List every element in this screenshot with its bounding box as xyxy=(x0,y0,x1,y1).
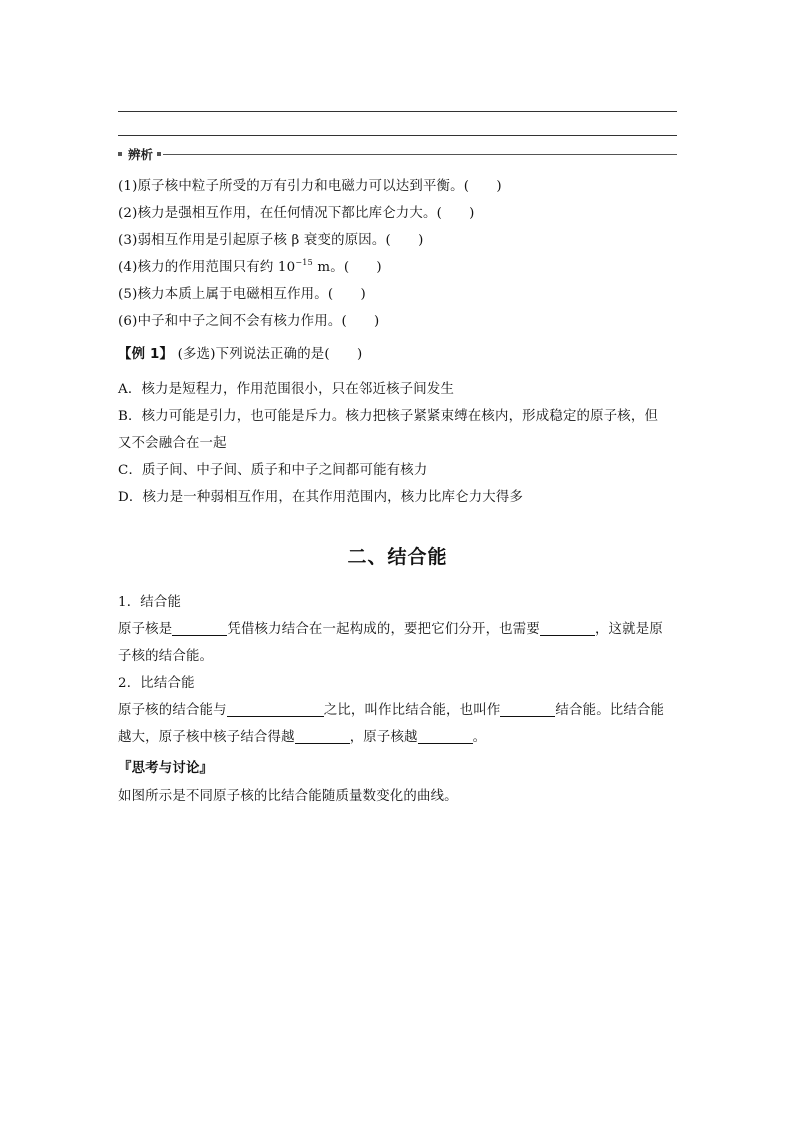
item-text: (6)中子和中子之间不会有核力作用。 xyxy=(118,314,342,329)
answer-parens: ( ) xyxy=(327,287,366,302)
example-question-stem xyxy=(118,345,677,365)
fill-blank[interactable] xyxy=(172,621,227,636)
item-text: (1)原子核中粒子所受的万有引力和电磁力可以达到平衡。 xyxy=(118,179,464,194)
fill-blank[interactable] xyxy=(540,621,595,636)
paragraph-line xyxy=(118,620,677,640)
exponent: −15 xyxy=(295,258,313,267)
paragraph-line xyxy=(118,701,677,721)
answer-line xyxy=(118,111,677,112)
example-tag: 【例 1】 xyxy=(118,347,174,362)
subheading-text: 2．比结合能 xyxy=(118,676,195,691)
option-text: A．核力是短程力，作用范围很小，只在邻近核子间发生 xyxy=(118,382,455,397)
label-text: 『思考与讨论』 xyxy=(118,761,214,776)
item-text: (4)核力的作用范围只有约 10 xyxy=(118,260,296,275)
subheading-text: 1．结合能 xyxy=(118,595,182,610)
paragraph-line xyxy=(118,787,677,807)
option-c xyxy=(118,461,677,481)
judgement-item xyxy=(118,231,677,251)
unit: m。 xyxy=(312,260,344,275)
answer-parens: ( ) xyxy=(385,233,424,248)
header-divider xyxy=(163,154,677,155)
answer-line xyxy=(118,135,677,136)
text: 。 xyxy=(472,730,487,745)
text: 原子核的结合能与 xyxy=(118,703,227,718)
option-b xyxy=(118,407,677,427)
fill-blank[interactable] xyxy=(227,702,324,717)
text: 原子核是 xyxy=(118,622,173,637)
judgement-item xyxy=(118,204,677,224)
item-text: (2)核力是强相互作用，在任何情况下都比库仑力大。 xyxy=(118,206,437,221)
option-d xyxy=(118,488,677,508)
paragraph-line xyxy=(118,647,677,667)
text: 结合能。比结合能 xyxy=(555,703,665,718)
paragraph-line xyxy=(118,728,677,748)
text: 越大，原子核中核子结合得越 xyxy=(118,730,295,745)
text: 子核的结合能。 xyxy=(118,649,214,664)
option-text: B．核力可能是引力，也可能是斥力。核力把核子紧紧束缚在核内，形成稳定的原子核，但 xyxy=(118,409,659,424)
judgement-item xyxy=(118,177,677,197)
answer-parens: ( ) xyxy=(343,260,382,275)
judgement-item xyxy=(118,285,677,305)
fill-blank[interactable] xyxy=(295,729,350,744)
square-bullet-icon xyxy=(157,152,161,156)
text: ，原子核越 xyxy=(349,730,418,745)
subheading-binding-energy xyxy=(118,593,677,613)
fill-blank[interactable] xyxy=(418,729,473,744)
think-discuss-label xyxy=(118,759,677,779)
answer-parens: ( ) xyxy=(463,179,502,194)
square-bullet-icon xyxy=(118,152,122,156)
example-stem-text: (多选)下列说法正确的是( ) xyxy=(177,347,363,362)
section-header-bianxi xyxy=(118,146,677,162)
item-text: (5)核力本质上属于电磁相互作用。 xyxy=(118,287,328,302)
text: ，这就是原 xyxy=(594,622,663,637)
answer-parens: ( ) xyxy=(341,314,380,329)
judgement-item xyxy=(118,258,677,278)
option-text: D．核力是一种弱相互作用，在其作用范围内，核力比库仑力大得多 xyxy=(118,490,524,505)
text: 如图所示是不同原子核的比结合能随质量数变化的曲线。 xyxy=(118,789,458,804)
fill-blank[interactable] xyxy=(500,702,555,717)
text: 凭借核力结合在一起构成的，要把它们分开，也需要 xyxy=(227,622,540,637)
judgement-item xyxy=(118,312,677,332)
item-text: (3)弱相互作用是引起原子核 β 衰变的原因。 xyxy=(118,233,386,248)
option-a xyxy=(118,380,677,400)
option-text: C．质子间、中子间、质子和中子之间都可能有核力 xyxy=(118,463,428,478)
section-title: 二、结合能 xyxy=(347,546,448,568)
option-b-continued xyxy=(118,434,677,454)
text: 之比，叫作比结合能，也叫作 xyxy=(323,703,501,718)
answer-parens: ( ) xyxy=(436,206,475,221)
option-text: 又不会融合在一起 xyxy=(118,436,227,451)
section-label: 辨析 xyxy=(128,147,154,162)
subheading-specific-binding-energy xyxy=(118,674,677,694)
